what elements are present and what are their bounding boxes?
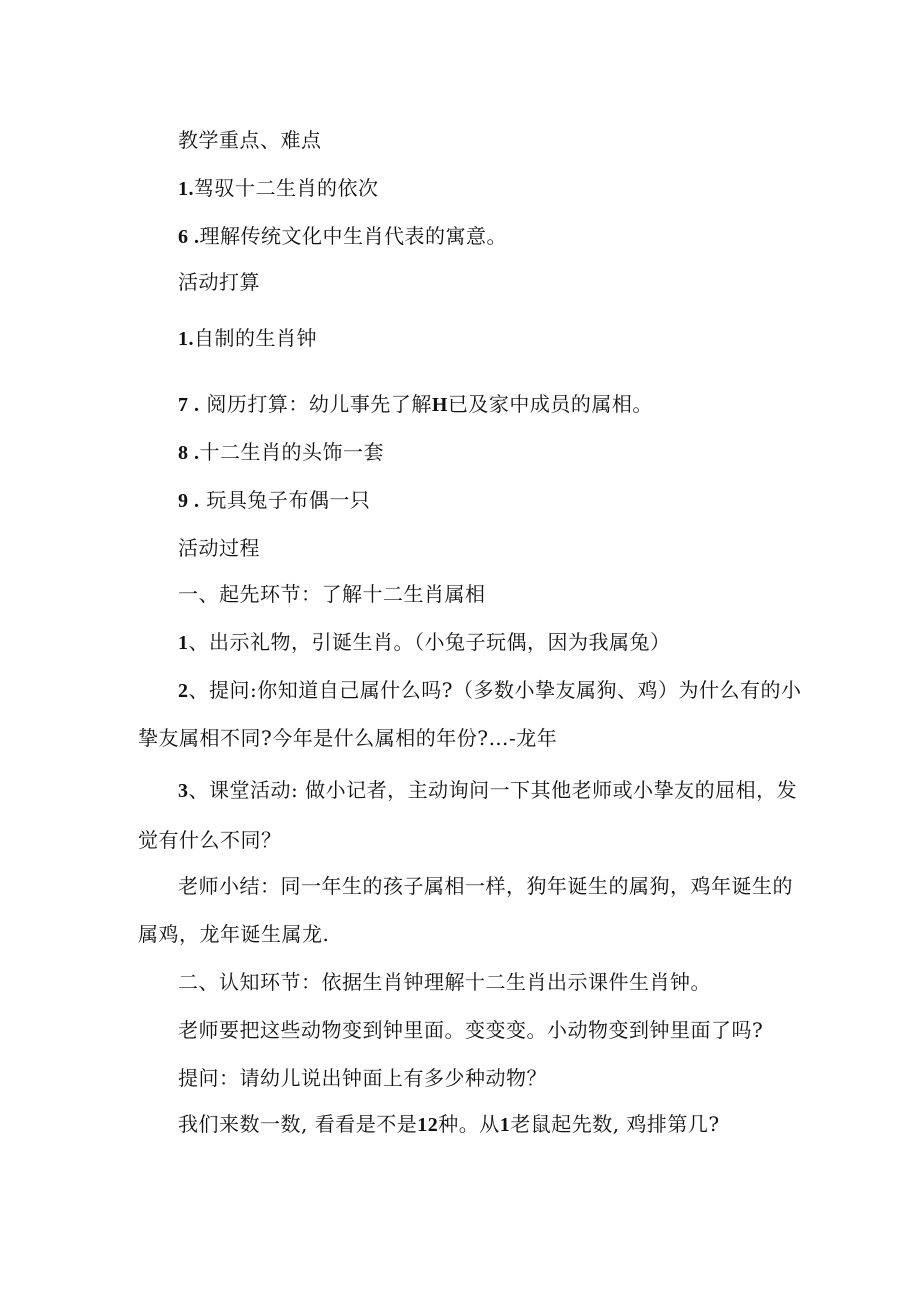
list-item: 1.驾驭十二生肖的依次 [178, 176, 379, 200]
paragraph-continuation: 属鸡，龙年诞生属龙. [138, 922, 330, 946]
paragraph: 我们来数一数, 看看是不是12种。从1老鼠起先数, 鸡排第几? [178, 1112, 720, 1136]
paragraph: 1、出示礼物，引诞生肖。（小兔子玩偶，因为我属兔） [178, 630, 671, 654]
heading-process: 活动过程 [178, 536, 260, 560]
paragraph: 老师小结：同一年生的孩子属相一样，狗年诞生的属狗，鸡年诞生的 [178, 874, 793, 898]
section-heading: 一、起先环节：了解十二生肖属相 [178, 582, 486, 606]
paragraph-continuation: 觉有什么不同？ [138, 828, 282, 852]
list-item: 8 .十二生肖的头饰一套 [178, 440, 384, 464]
paragraph: 2、提问:你知道自己属什么吗?（多数小挚友属狗、鸡）为什么有的小 [178, 678, 802, 702]
paragraph: 3、课堂活动: 做小记者，主动询问一下其他老师或小挚友的屈相，发 [178, 778, 798, 802]
paragraph: 老师要把这些动物变到钟里面。变变变。小动物变到钟里面了吗? [178, 1018, 764, 1042]
list-item: 1.自制的生肖钟 [178, 326, 317, 350]
section-heading: 二、认知环节：依据生肖钟理解十二生肖出示课件生肖钟。 [178, 970, 711, 994]
paragraph-continuation: 挚友属相不同?今年是什么属相的年份?…-龙年 [138, 726, 558, 750]
list-item: 7 . 阅历打算：幼儿事先了解H已及家中成员的属相。 [178, 392, 653, 416]
list-item: 6 .理解传统文化中生肖代表的寓意。 [178, 224, 507, 248]
heading-preparation: 活动打算 [178, 270, 260, 294]
paragraph: 提问：请幼儿说出钟面上有多少种动物？ [178, 1066, 547, 1090]
list-item: 9 . 玩具兔子布偶一只 [178, 488, 371, 512]
heading-key-points: 教学重点、难点 [178, 128, 322, 152]
